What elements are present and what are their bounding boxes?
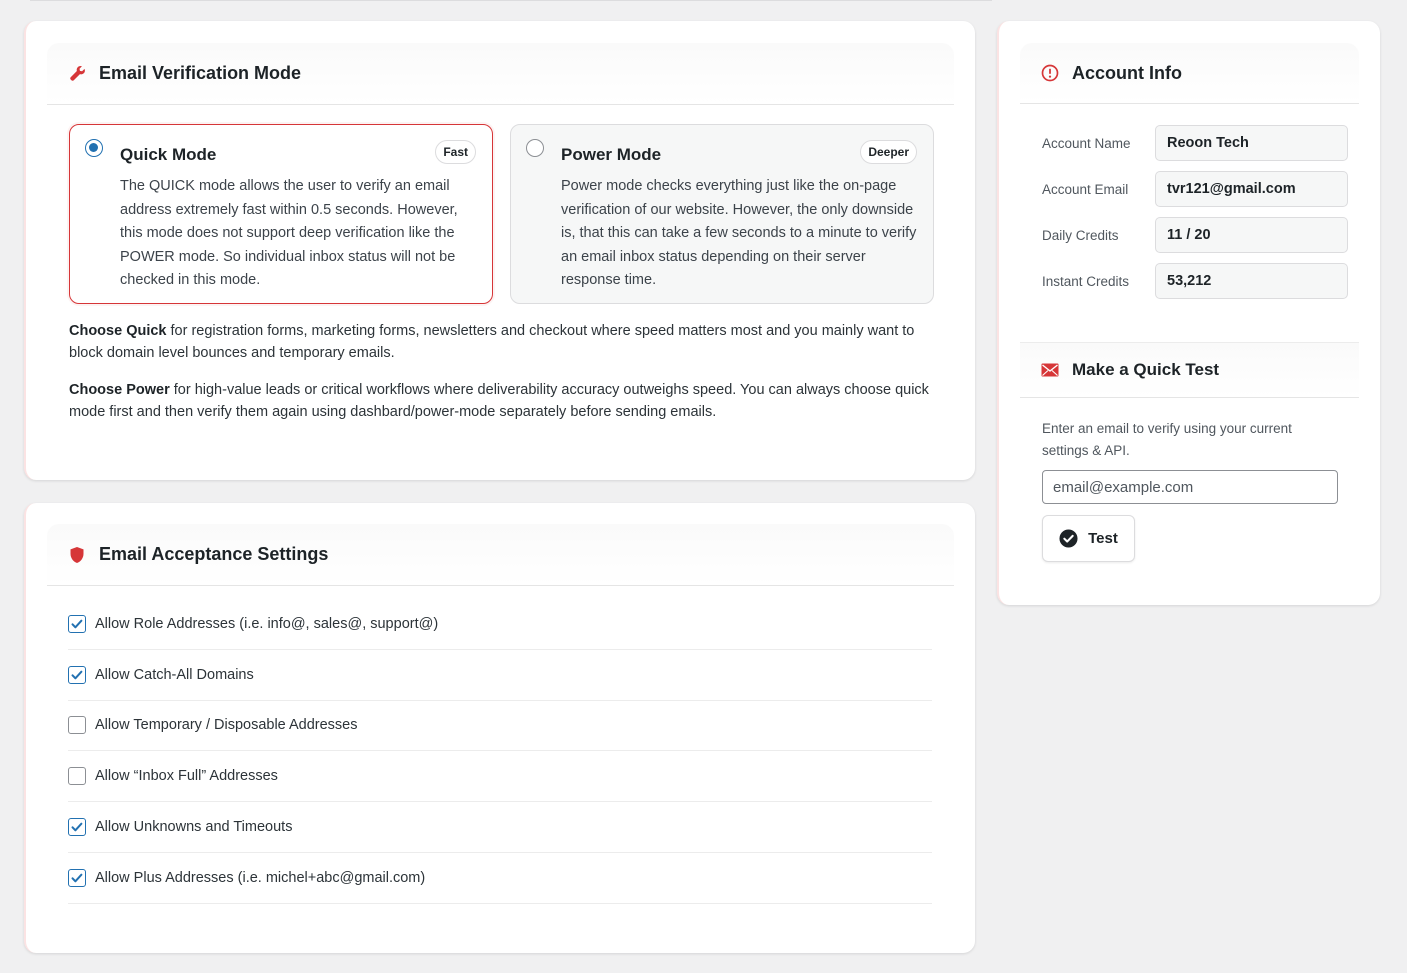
acceptance-settings-card <box>24 503 975 953</box>
choose-power-note <box>69 379 937 423</box>
power-mode-radio[interactable] <box>526 139 544 157</box>
option-temporary[interactable] <box>68 701 932 752</box>
option-label: Allow Catch-All Domains <box>95 666 254 683</box>
envelope-icon <box>1040 360 1060 380</box>
account-email-row <box>1042 171 1348 207</box>
option-temporary-checkbox[interactable] <box>68 716 86 734</box>
daily-credits-value: 11 / 20 <box>1155 217 1348 253</box>
power-mode-badge: Deeper <box>860 140 917 164</box>
instant-credits-label: Instant Credits <box>1042 273 1130 289</box>
option-label: Allow Plus Addresses (i.e. michel+abc@gmail.com) <box>95 869 426 886</box>
wrench-icon <box>67 64 87 84</box>
choose-power-note-bold: Choose Power <box>69 382 170 398</box>
option-label: Allow Role Addresses (i.e. info@, sales@, support@) <box>95 615 439 632</box>
acceptance-settings-header <box>47 524 954 586</box>
account-name-row <box>1042 125 1348 161</box>
instant-credits-row <box>1042 263 1348 299</box>
daily-credits-label: Daily Credits <box>1042 227 1119 243</box>
quick-mode-radio[interactable] <box>85 139 103 157</box>
top-divider <box>30 0 992 1</box>
quick-test-description: Enter an email to verify using your current settings & API. <box>1042 421 1292 458</box>
instant-credits-value: 53,212 <box>1155 263 1348 299</box>
option-unknowns-checkbox[interactable] <box>68 818 86 836</box>
option-label: Allow Unknowns and Timeouts <box>95 819 293 836</box>
choose-quick-note <box>69 320 937 364</box>
choose-quick-note-text: for registration forms, marketing forms, newsletters and checkout where speed matters most and you mainly want to block domain level bounces and temporary emails. <box>69 323 915 361</box>
check-circle-icon <box>1059 529 1078 548</box>
power-mode-title: Power Mode <box>561 145 662 164</box>
acceptance-settings-title: Email Acceptance Settings <box>99 544 329 564</box>
verification-mode-card <box>24 21 975 480</box>
quick-mode-badge: Fast <box>435 140 476 164</box>
option-catch-all[interactable] <box>68 650 932 701</box>
quick-mode-description: The QUICK mode allows the user to verify an email address extremely fast within 0.5 seconds. However, this mode does not support deep verification like the POWER mode. So individual inbox status will not be checked in this mode. <box>120 178 458 289</box>
verification-mode-header <box>47 43 954 105</box>
option-unknowns[interactable] <box>68 802 932 853</box>
account-info-header <box>1020 43 1359 104</box>
option-role-addresses-checkbox[interactable] <box>68 615 86 633</box>
account-email-label: Account Email <box>1042 181 1129 197</box>
option-label: Allow Temporary / Disposable Addresses <box>95 717 358 734</box>
power-mode-description: Power mode checks everything just like the on-page verification of our website. However, the only downside is, that this can take a few seconds to a minute to verify an email inbox status depending on their server response time. <box>561 178 917 289</box>
quick-test-title: Make a Quick Test <box>1072 360 1220 379</box>
quick-mode-option[interactable] <box>69 124 493 304</box>
quick-test-header <box>1020 342 1359 398</box>
option-inbox-full-checkbox[interactable] <box>68 767 86 785</box>
option-role-addresses[interactable] <box>68 599 932 650</box>
test-button-label: Test <box>1088 530 1118 547</box>
choose-quick-note-bold: Choose Quick <box>69 323 167 339</box>
acceptance-options-list <box>68 599 932 904</box>
choose-power-note-text: for high-value leads or critical workflows where deliverability accuracy outweighs speed. You can always choose quick mode first and then verify them again using dashbard/power-mode separately before sending emails. <box>69 382 929 420</box>
account-info-title: Account Info <box>1072 62 1182 83</box>
power-mode-option[interactable] <box>510 124 934 304</box>
option-plus-addresses[interactable] <box>68 853 932 904</box>
account-name-value: Reoon Tech <box>1155 125 1348 161</box>
option-catch-all-checkbox[interactable] <box>68 666 86 684</box>
option-inbox-full[interactable] <box>68 751 932 802</box>
account-name-label: Account Name <box>1042 135 1131 151</box>
daily-credits-row <box>1042 217 1348 253</box>
shield-icon <box>67 545 87 565</box>
account-email-value: tvr121@gmail.com <box>1155 171 1348 207</box>
option-plus-addresses-checkbox[interactable] <box>68 869 86 887</box>
option-label: Allow “Inbox Full” Addresses <box>95 768 278 785</box>
quick-mode-title: Quick Mode <box>120 145 217 164</box>
info-icon <box>1040 63 1060 83</box>
account-info-card <box>997 21 1380 605</box>
quick-test-email-input[interactable] <box>1042 470 1338 504</box>
verification-mode-title: Email Verification Mode <box>99 63 302 83</box>
test-button[interactable] <box>1042 515 1135 562</box>
